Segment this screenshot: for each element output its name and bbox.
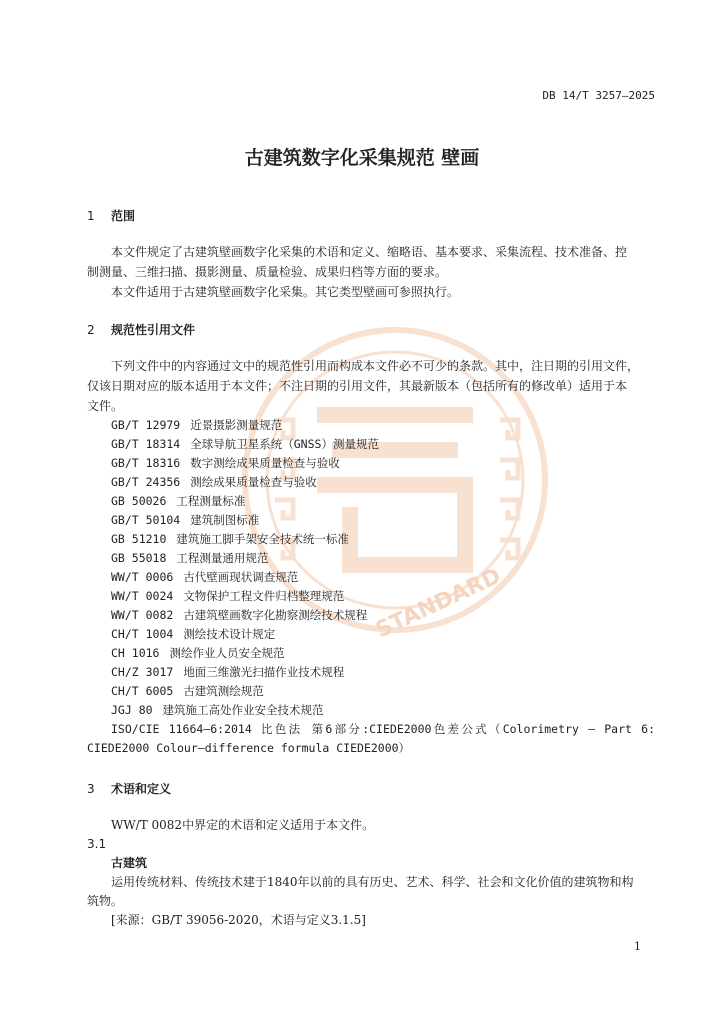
- reference-code: GB 51210: [111, 532, 167, 546]
- reference-item: [111, 512, 259, 528]
- reference-item: [111, 588, 344, 604]
- reference-iso-line-2: CIEDE2000 Colour—difference formula CIEDE2000）: [87, 741, 411, 755]
- reference-item: [111, 417, 282, 433]
- reference-code: CH 1016: [111, 646, 160, 660]
- section-2-paragraph-line-2: 仅该日期对应的版本适用于本文件；不注日期的引用文件，其最新版本（包括所有的修改单）适用于本: [87, 379, 628, 393]
- reference-code: GB/T 24356: [111, 475, 181, 489]
- reference-item: [111, 664, 344, 680]
- reference-item: [111, 683, 264, 699]
- page-number: 1: [634, 940, 641, 953]
- reference-title: 文物保护工程文件归档整理规范: [183, 589, 345, 603]
- section-title: 术语和定义: [111, 782, 172, 796]
- reference-code: WW/T 0082: [111, 608, 174, 622]
- reference-title: 古建筑测绘规范: [183, 684, 264, 698]
- reference-title: 建筑施工高处作业安全技术规范: [162, 703, 324, 717]
- reference-item: [111, 569, 298, 585]
- reference-title: 古建筑壁画数字化勘察测绘技术规程: [183, 608, 368, 622]
- reference-title: 测绘成果质量检查与验收: [190, 475, 317, 489]
- section-title: 规范性引用文件: [111, 323, 196, 337]
- reference-title: 古代壁画现状调查规范: [183, 570, 299, 584]
- term-number: 3.1: [87, 837, 107, 851]
- reference-title: 数字测绘成果质量检查与验收: [190, 456, 340, 470]
- section-1-paragraph-1-line-1: 本文件规定了古建筑壁画数字化采集的术语和定义、缩略语、基本要求、采集流程、技术准备、控: [111, 245, 628, 259]
- reference-title: 建筑施工脚手架安全技术统一标准: [176, 532, 349, 546]
- term-definition-line-2: 筑物。: [87, 894, 124, 908]
- reference-code: JGJ 80: [111, 703, 153, 717]
- reference-item: [111, 645, 284, 661]
- reference-title: 全球导航卫星系统（GNSS）测量规范: [190, 437, 379, 451]
- reference-title: 建筑制图标准: [190, 513, 260, 527]
- page-title: 古建筑数字化采集规范 壁画: [244, 147, 480, 169]
- reference-title: 测绘作业人员安全规范: [169, 646, 285, 660]
- reference-item: [111, 626, 275, 642]
- reference-code: WW/T 0006: [111, 570, 174, 584]
- reference-item: [111, 493, 245, 509]
- reference-item: [111, 531, 349, 547]
- section-number: 1: [87, 209, 95, 223]
- watermark-text: STANDARD: [371, 563, 505, 644]
- reference-code: GB/T 18316: [111, 456, 181, 470]
- reference-code: CH/T 1004: [111, 627, 174, 641]
- reference-code: GB/T 12979: [111, 418, 181, 432]
- reference-title: 工程测量标准: [176, 494, 246, 508]
- section-2-paragraph-line-3: 文件。: [87, 399, 124, 413]
- reference-code: GB 55018: [111, 551, 167, 565]
- reference-item: [111, 436, 379, 452]
- section-3-paragraph: WW/T 0082中界定的术语和定义适用于本文件。: [111, 818, 375, 832]
- reference-code: GB 50026: [111, 494, 167, 508]
- reference-code: GB/T 50104: [111, 513, 181, 527]
- section-2-heading: [87, 321, 195, 338]
- reference-iso-line-1: ISO/CIE 11664—6:2014 比色法 第6部分:CIEDE2000色差公式（Colorimetry — Part 6:: [111, 722, 655, 736]
- reference-item: [111, 455, 340, 471]
- section-1-heading: [87, 207, 135, 224]
- reference-title: 测绘技术设计规定: [183, 627, 276, 641]
- reference-title: 地面三维激光扫描作业技术规程: [183, 665, 345, 679]
- reference-item: [111, 550, 268, 566]
- section-2-paragraph-line-1: 下列文件中的内容通过文中的规范性引用而构成本文件必不可少的条款。其中，注日期的引用文件，: [111, 359, 640, 373]
- doc-id: DB 14/T 3257—2025: [542, 89, 655, 102]
- reference-title: 工程测量通用规范: [176, 551, 269, 565]
- section-3-heading: [87, 780, 171, 797]
- term-source: [来源：GB/T 39056-2020，术语与定义3.1.5]: [111, 913, 366, 927]
- section-number: 2: [87, 323, 95, 337]
- reference-item: [111, 474, 317, 490]
- reference-code: GB/T 18314: [111, 437, 181, 451]
- reference-item: [111, 607, 367, 623]
- reference-code: WW/T 0024: [111, 589, 174, 603]
- reference-item: [111, 702, 324, 718]
- section-number: 3: [87, 782, 95, 796]
- term-definition-line-1: 运用传统材料、传统技术建于1840年以前的具有历史、艺术、科学、社会和文化价值的建筑物和构: [111, 875, 634, 889]
- reference-title: 近景摄影测量规范: [190, 418, 283, 432]
- reference-code: CH/Z 3017: [111, 665, 174, 679]
- section-1-paragraph-1-line-2: 制测量、三维扫描、摄影测量、质量检验、成果归档等方面的要求。: [87, 265, 448, 279]
- section-title: 范围: [111, 209, 136, 223]
- section-1-paragraph-2: 本文件适用于古建筑壁画数字化采集。其它类型壁画可参照执行。: [111, 285, 460, 299]
- reference-code: CH/T 6005: [111, 684, 174, 698]
- term-name: 古建筑: [111, 856, 148, 870]
